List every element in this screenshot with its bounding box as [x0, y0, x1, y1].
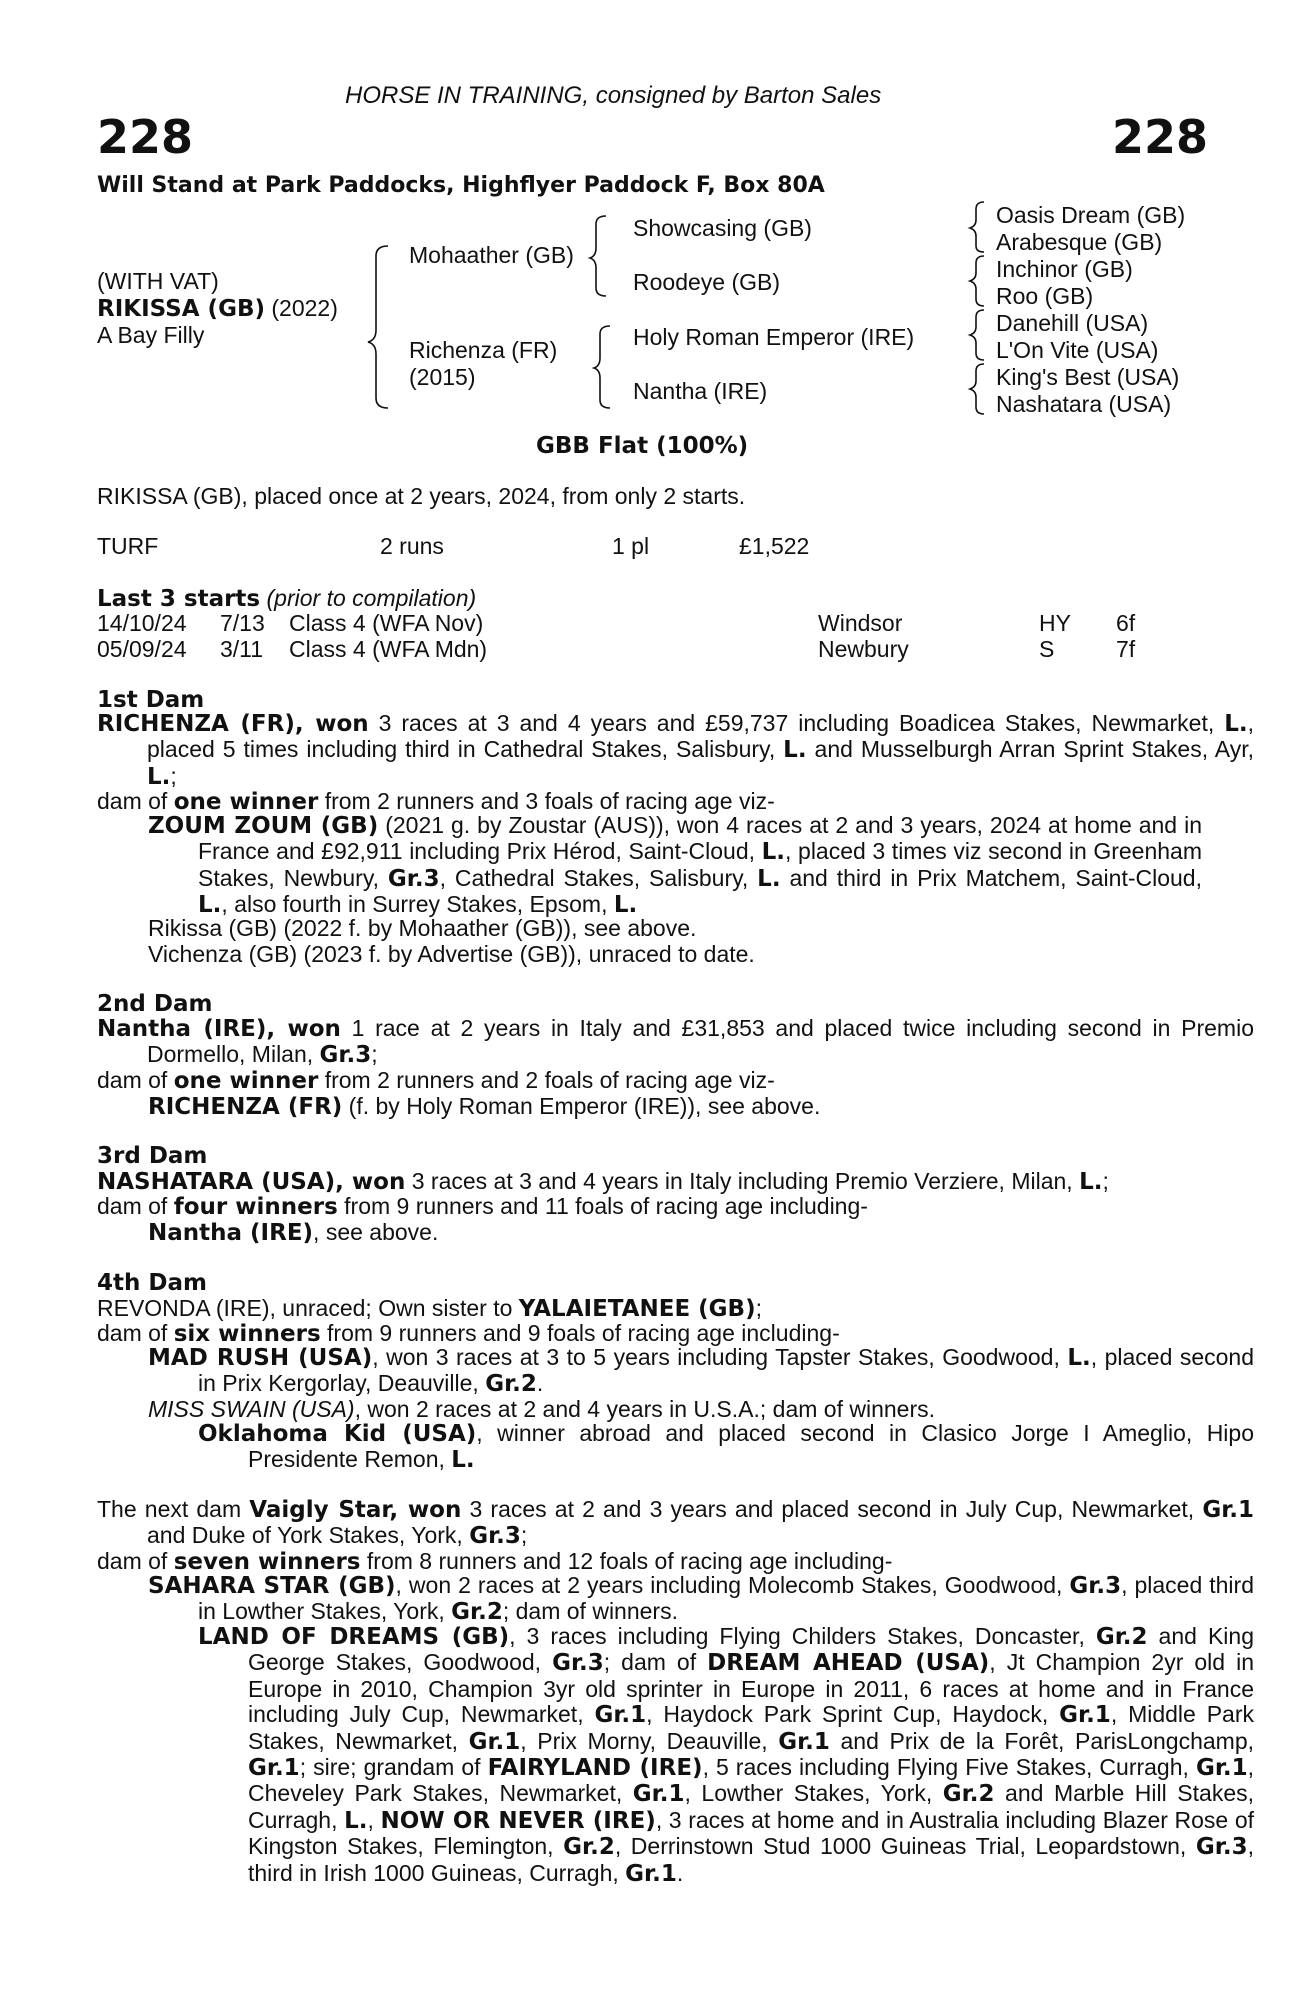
rikissa-produce-line: Rikissa (GB) (2022 f. by Mohaather (GB)), see above. — [148, 915, 697, 941]
brace-g4 — [970, 364, 984, 414]
start-distance: 6f — [1116, 610, 1136, 636]
pedigree-sire-dam: Roodeye (GB) — [633, 269, 781, 295]
stabling-line: Will Stand at Park Paddocks, Highflyer Paddock F, Box 80A — [97, 173, 825, 198]
oklahoma-kid-record: Oklahoma Kid (USA), winner abroad and placed second in Clasico Jorge I Ameglio, Hipo Presidente Remon, L. — [198, 1420, 1255, 1474]
start-date: 14/10/24 — [97, 610, 187, 636]
pedigree-g3: Inchinor (GB) — [996, 256, 1133, 282]
next-dam-record: The next dam Vaigly Star, won 3 races at 2 and 3 years and placed second in July Cup, Newmarket, Gr.1 and Duke of York Stakes, York, Gr.3; — [97, 1496, 1254, 1550]
start-going: S — [1039, 636, 1055, 662]
dam4-produce-line: dam of six winners from 9 runners and 9 foals of racing age including- — [97, 1320, 840, 1347]
brace-dam — [594, 326, 610, 408]
dam1-heading: 1st Dam — [97, 687, 205, 713]
dam2-produce-richenza: RICHENZA (FR) (f. by Holy Roman Emperor (IRE)), see above. — [148, 1093, 821, 1120]
zoum-zoum-record: ZOUM ZOUM (GB) (2021 g. by Zoustar (AUS)), won 4 races at 2 and 3 years, 2024 at home and in France and £92,911 including Prix Hérod, Saint-Cloud, L., placed 3 times viz second in Greenham Stakes, Newbury, Gr.3, Cathedral Stakes, Salisbury, L. and third in Prix Matchem, Saint-Cloud, L., also fourth in Surrey Stakes, Epsom, L. — [148, 812, 1203, 919]
catalogue-line: HORSE IN TRAINING, consigned by Barton Sales — [345, 82, 882, 109]
dam1-won: , won — [294, 711, 369, 737]
start-course: Newbury — [818, 636, 909, 662]
brace-sire — [590, 216, 606, 296]
brace-g1 — [970, 202, 984, 252]
brace-g3 — [970, 310, 984, 360]
dam3-record: NASHATARA (USA), won 3 races at 3 and 4 years in Italy including Premio Verziere, Milan, L.; — [97, 1168, 1109, 1195]
brace-g2 — [970, 256, 984, 306]
pedigree-g2: Arabesque (GB) — [996, 229, 1163, 255]
zoum-zoum-name: ZOUM ZOUM (GB) — [148, 813, 379, 839]
dam1-produce-line: dam of one winner from 2 runners and 3 foals of racing age viz- — [97, 788, 775, 815]
pedigree-dam: Richenza (FR) — [409, 337, 558, 363]
pedigree-sire: Mohaather (GB) — [409, 242, 574, 268]
dam1-name: RICHENZA (FR) — [97, 711, 295, 737]
vichenza-produce-line: Vichenza (GB) (2023 f. by Advertise (GB)), unraced to date. — [148, 941, 755, 967]
dam4-record: REVONDA (IRE), unraced; Own sister to YALAIETANEE (GB); — [97, 1295, 762, 1322]
start-race: Class 4 (WFA Mdn) — [289, 636, 488, 662]
dam3-heading: 3rd Dam — [97, 1143, 208, 1169]
miss-swain-record: MISS SWAIN (USA), won 2 races at 2 and 4 years in U.S.A.; dam of winners. — [148, 1396, 935, 1422]
horse-year: (2022) — [271, 295, 338, 321]
start-position: 7/13 — [220, 610, 265, 636]
dam1-record: RICHENZA (FR), won 3 races at 3 and 4 years and £59,737 including Boadicea Stakes, Newmarket, L., placed 5 times including third in Cathedral Stakes, Salisbury, L. and Musselburgh Arran Sprint Stakes, Ayr, L.; — [97, 710, 1254, 790]
dam3-produce-line: dam of four winners from 9 runners and 11 foals of racing age including- — [97, 1193, 868, 1220]
pedigree-dam-year: (2015) — [409, 364, 476, 390]
turf-label: TURF — [97, 533, 159, 559]
vat-note: (WITH VAT) — [97, 268, 219, 294]
turf-earnings: £1,522 — [739, 533, 810, 559]
dam2-record: Nantha (IRE), won 1 race at 2 years in Italy and £31,853 and placed twice including second in Premio Dormello, Milan, Gr.3; — [97, 1015, 1254, 1069]
ratings-line: GBB Flat (100%) — [536, 433, 749, 459]
next-dam-produce-line: dam of seven winners from 8 runners and 12 foals of racing age including- — [97, 1548, 893, 1575]
start-position: 3/11 — [220, 636, 264, 662]
dam2-produce-line: dam of one winner from 2 runners and 2 foals of racing age viz- — [97, 1067, 775, 1094]
horse-description: A Bay Filly — [97, 322, 205, 348]
mad-rush-record: MAD RUSH (USA), won 3 races at 3 to 5 years including Tapster Stakes, Goodwood, L., placed second in Prix Kergorlay, Deauville, Gr.2. — [148, 1344, 1255, 1398]
pedigree-g4: Roo (GB) — [996, 283, 1094, 309]
dam2-name: Nantha (IRE) — [97, 1016, 267, 1042]
land-of-dreams-record: LAND OF DREAMS (GB), 3 races including Flying Childers Stakes, Doncaster, Gr.2 and King George Stakes, Goodwood, Gr.3; dam of DREAM AHEAD (USA), Jt Champion 2yr old in Europe in 2010, Champion 3yr old sprinter in Europe in 2011, 6 races at home and in France including July Cup, Newmarket, Gr.1, Haydock Park Sprint Cup, Haydock, Gr.1, Middle Park Stakes, Newmarket, Gr.1, Prix Morny, Deauville, Gr.1 and Prix de la Forêt, ParisLongchamp, Gr.1; sire; grandam of FAIRYLAND (IRE), 5 races including Flying Five Stakes, Curragh, Gr.1, Cheveley Park Stakes, Newmarket, Gr.1, Lowther Stakes, York, Gr.2 and Marble Hill Stakes, Curragh, L., NOW OR NEVER (IRE), 3 races at home and in Australia including Blazer Rose of Kingston Stakes, Flemington, Gr.2, Derrinstown Stud 1000 Guineas Trial, Leopardstown, Gr.3, third in Irish 1000 Guineas, Curragh, Gr.1. — [198, 1623, 1255, 1887]
last-starts-note: (prior to compilation) — [266, 585, 477, 611]
pedigree-g5: Danehill (USA) — [996, 310, 1149, 336]
dam3-produce-nantha: Nantha (IRE), see above. — [148, 1219, 439, 1246]
sahara-star-record: SAHARA STAR (GB), won 2 races at 2 years including Molecomb Stakes, Goodwood, Gr.3, placed third in Lowther Stakes, York, Gr.2; dam of winners. — [148, 1572, 1254, 1626]
pedigree-g6: L'On Vite (USA) — [996, 337, 1159, 363]
turf-runs: 2 runs — [380, 533, 444, 559]
start-going: HY — [1039, 610, 1071, 636]
horse-name: RIKISSA (GB) — [97, 296, 265, 322]
brace-sire-dam — [368, 246, 388, 408]
summary-line: RIKISSA (GB), placed once at 2 years, 2024, from only 2 starts. — [97, 483, 746, 509]
last-starts-heading — [97, 585, 476, 612]
last-starts-title: Last 3 starts — [97, 586, 261, 612]
turf-placed: 1 pl — [612, 533, 650, 559]
pedigree-g7: King's Best (USA) — [996, 364, 1180, 390]
pedigree-dam-dam: Nantha (IRE) — [633, 378, 768, 404]
start-course: Windsor — [818, 610, 903, 636]
dam2-heading: 2nd Dam — [97, 991, 213, 1017]
pedigree-g8: Nashatara (USA) — [996, 391, 1172, 417]
dam3-name: NASHATARA (USA) — [97, 1169, 336, 1195]
start-date: 05/09/24 — [97, 636, 187, 662]
pedigree-g1: Oasis Dream (GB) — [996, 202, 1186, 228]
lot-number-right: 228 — [1112, 110, 1209, 164]
dam4-heading: 4th Dam — [97, 1270, 207, 1296]
pedigree-sire-sire: Showcasing (GB) — [633, 215, 812, 241]
pedigree-dam-sire: Holy Roman Emperor (IRE) — [633, 324, 915, 350]
lot-number-left: 228 — [97, 110, 194, 164]
start-distance: 7f — [1116, 636, 1136, 662]
start-race: Class 4 (WFA Nov) — [289, 610, 484, 636]
